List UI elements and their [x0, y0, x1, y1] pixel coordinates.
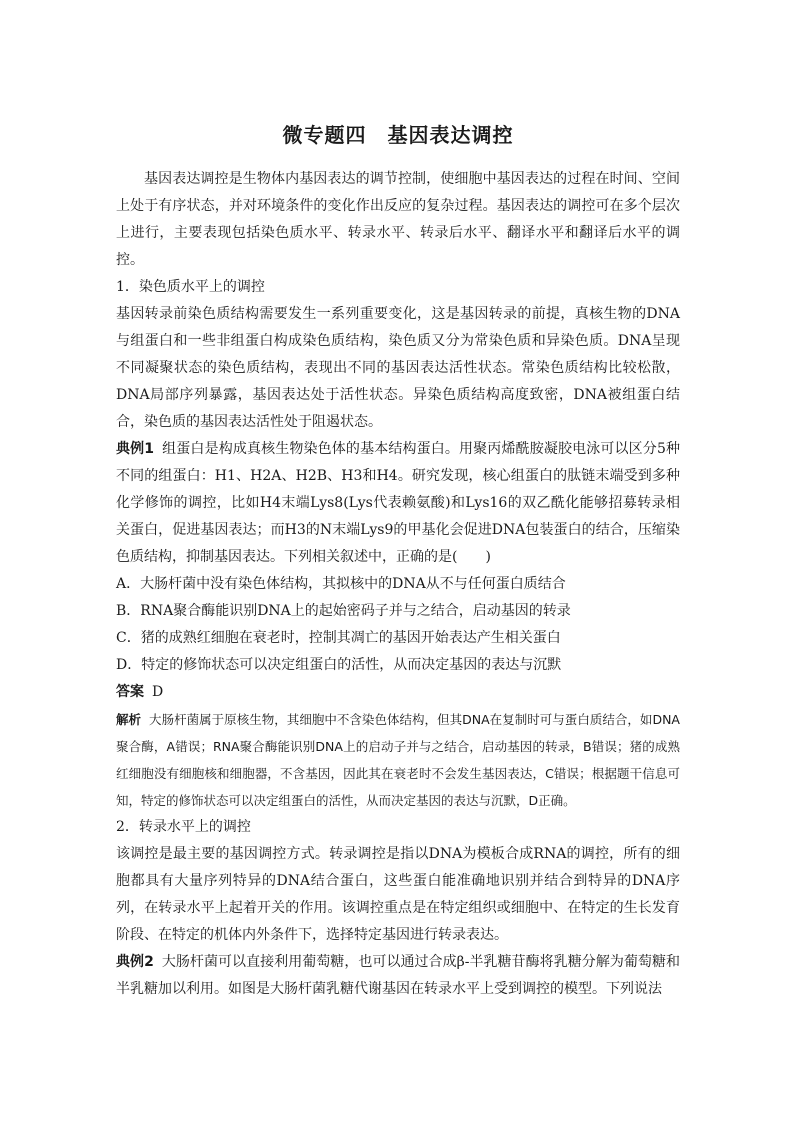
example-1-stem-text: 组蛋白是构成真核生物染色体的基本结构蛋白。用聚丙烯酰胺凝胶电泳可以区分5种不同的组蛋白：H1、H2A、H2B、H3和H4。研究发现，核心组蛋白的肽链末端受到多种化学修饰的调控，比如H4末端Lys8(Lys代表赖氨酸)和Lys16的双乙酰化能够招募转录相关蛋白，促进基因表达；而H3的N末端Lys9的甲基化会促进DNA包装蛋白的结合，压缩染色质结构，抑制基因表达。下列相关叙述中，正确的是( ) — [116, 441, 680, 565]
example-1-stem — [116, 436, 680, 571]
option-b: B．RNA聚合酶能识别DNA上的起始密码子并与之结合，启动基因的转录 — [116, 603, 571, 619]
option-c: C．猪的成熟红细胞在衰老时，控制其凋亡的基因开始表达产生相关蛋白 — [116, 630, 561, 646]
section-2-body: 该调控是最主要的基因调控方式。转录调控是指以DNA为模板合成RNA的调控，所有的细胞都具有大量序列特异的DNA结合蛋白，这些蛋白能准确地识别并结合到特异的DNA序列，在转录水平上起着开关的作用。该调控重点是在特定组织或细胞中、在特定的生长发育阶段、在特定的机体内外条件下，选择特定基因进行转录表达。 — [116, 846, 680, 943]
option-d: D．特定的修饰状态可以决定组蛋白的活性，从而决定基因的表达与沉默 — [116, 657, 562, 673]
example-2-label: 典例2 — [116, 954, 154, 970]
section-1-body: 基因转录前染色质结构需要发生一系列重要变化，这是基因转录的前提，真核生物的DNA与组蛋白和一些非组蛋白构成染色质结构，染色质又分为常染色质和异染色质。DNA呈现不同凝聚状态的染色质结构，表现出不同的基因表达活性状态。常染色质结构比较松散，DNA局部序列暴露，基因表达处于活性状态。异染色质结构高度致密，DNA被组蛋白结合，染色质的基因表达活性处于阻遏状态。 — [116, 306, 680, 430]
analysis-label: 解析 — [116, 712, 142, 727]
example-2-stem-text: 大肠杆菌可以直接利用葡萄糖，也可以通过合成β-半乳糖苷酶将乳糖分解为葡萄糖和半乳糖加以利用。如图是大肠杆菌乳糖代谢基因在转录水平上受到调控的模型。下列说法 — [116, 954, 680, 997]
document-page — [116, 120, 680, 1003]
option-a: A．大肠杆菌中没有染色体结构，其拟核中的DNA从不与任何蛋白质结合 — [116, 576, 566, 592]
section-1-heading: 1．染色质水平上的调控 — [116, 279, 265, 295]
intro-paragraph: 基因表达调控是生物体内基因表达的调节控制，使细胞中基因表达的过程在时间、空间上处于有序状态，并对环境条件的变化作出反应的复杂过程。基因表达的调控可在多个层次上进行，主要表现包括染色质水平、转录水平、转录后水平、翻译水平和翻译后水平的调控。 — [116, 171, 680, 268]
answer-label: 答案 — [116, 684, 144, 700]
page-title: 微专题四 基因表达调控 — [282, 123, 514, 147]
example-2-stem — [116, 949, 680, 1003]
answer-line — [116, 679, 680, 706]
section-2-heading: 2．转录水平上的调控 — [116, 819, 251, 835]
analysis-text: 大肠杆菌属于原核生物，其细胞中不含染色体结构，但其DNA在复制时可与蛋白质结合，如DNA聚合酶，A错误；RNA聚合酶能识别DNA上的启动子并与之结合，启动基因的转录，B错误；猪的成熟红细胞没有细胞核和细胞器，不含基因，因此其在衰老时不会发生基因表达，C错误；根据题干信息可知，特定的修饰状态可以决定组蛋白的活性，从而决定基因的表达与沉默，D正确。 — [116, 712, 680, 808]
analysis-paragraph — [116, 706, 680, 814]
answer-value: D — [152, 684, 164, 700]
example-1-label: 典例1 — [116, 441, 155, 457]
